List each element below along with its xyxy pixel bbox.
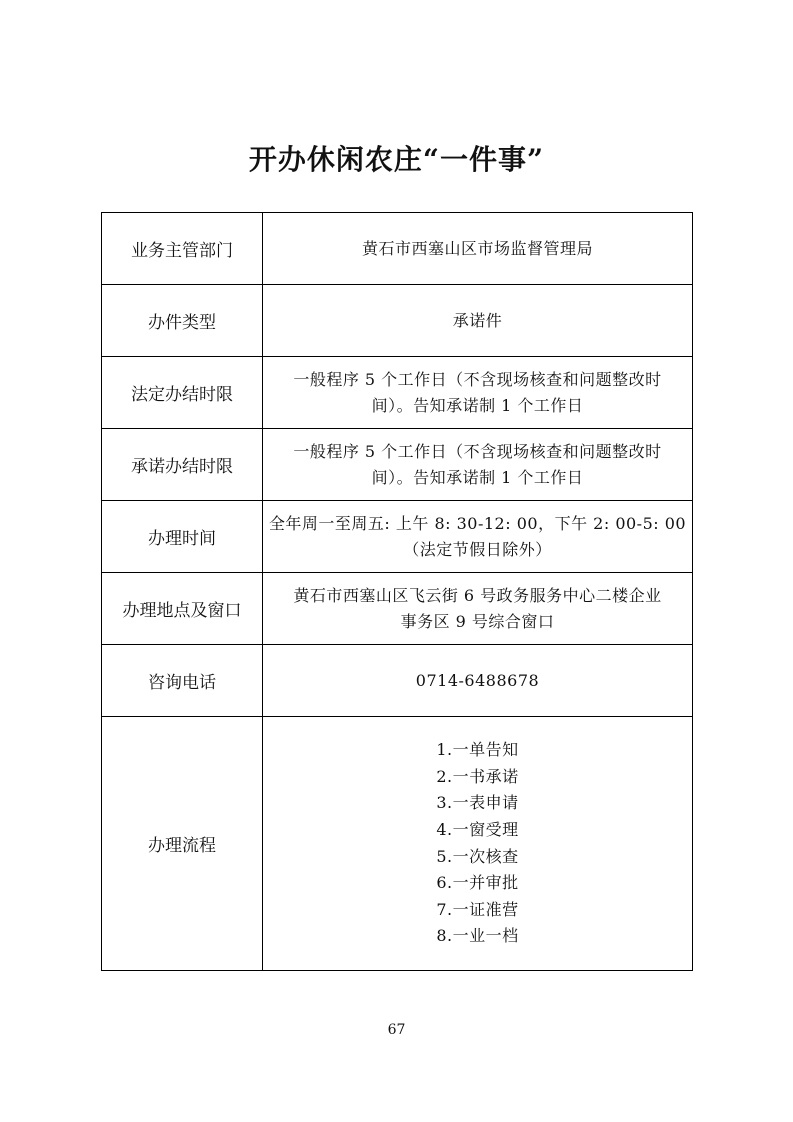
document-title: 开办休闲农庄“一件事”	[248, 143, 545, 176]
row-location	[102, 573, 693, 645]
row-promised-time-limit	[102, 429, 693, 501]
process-step: 4.一窗受理	[436, 819, 519, 839]
info-table	[101, 212, 693, 971]
row-label: 办件类型	[102, 285, 263, 357]
row-label: 办理流程	[102, 717, 263, 971]
row-process	[102, 717, 693, 971]
row-value	[263, 429, 693, 501]
value-line: 事务区 9 号综合窗口	[400, 611, 555, 631]
row-label: 咨询电话	[102, 645, 263, 717]
value-line: 全年周一至周五: 上午 8: 30-12: 00，下午 2: 00-5: 00	[268, 513, 687, 533]
value-line: 黄石市西塞山区飞云街 6 号政务服务中心二楼企业	[293, 585, 662, 605]
row-label: 业务主管部门	[102, 213, 263, 285]
process-step: 2.一书承诺	[436, 766, 519, 786]
row-label: 法定办结时限	[102, 357, 263, 429]
page-number: 67	[387, 1022, 406, 1038]
value-line: 黄石市西塞山区市场监督管理局	[361, 238, 593, 258]
process-step: 3.一表申请	[436, 793, 519, 813]
row-case-type	[102, 285, 693, 357]
process-step: 6.一并审批	[436, 873, 519, 893]
value-line: 间）。告知承诺制 1 个工作日	[371, 395, 584, 415]
phone-number: 0714-6488678	[415, 670, 540, 690]
row-value	[263, 717, 693, 971]
row-department	[102, 213, 693, 285]
row-value	[263, 645, 693, 717]
row-phone	[102, 645, 693, 717]
row-value	[263, 357, 693, 429]
value-line: 承诺件	[452, 310, 503, 330]
process-step: 7.一证准营	[436, 899, 519, 919]
row-value	[263, 501, 693, 573]
row-value	[263, 573, 693, 645]
value-line: （法定节假日除外）	[403, 539, 552, 559]
row-label: 办理时间	[102, 501, 263, 573]
row-legal-time-limit	[102, 357, 693, 429]
value-line: 一般程序 5 个工作日（不含现场核查和问题整改时	[293, 441, 662, 461]
row-value	[263, 285, 693, 357]
value-line: 一般程序 5 个工作日（不含现场核查和问题整改时	[293, 369, 662, 389]
row-office-hours	[102, 501, 693, 573]
row-value	[263, 213, 693, 285]
process-step: 1.一单告知	[436, 740, 519, 760]
row-label: 承诺办结时限	[102, 429, 263, 501]
process-step: 8.一业一档	[436, 926, 519, 946]
process-step: 5.一次核查	[436, 846, 519, 866]
row-label: 办理地点及窗口	[102, 573, 263, 645]
process-steps	[267, 737, 688, 950]
value-line: 间）。告知承诺制 1 个工作日	[371, 467, 584, 487]
